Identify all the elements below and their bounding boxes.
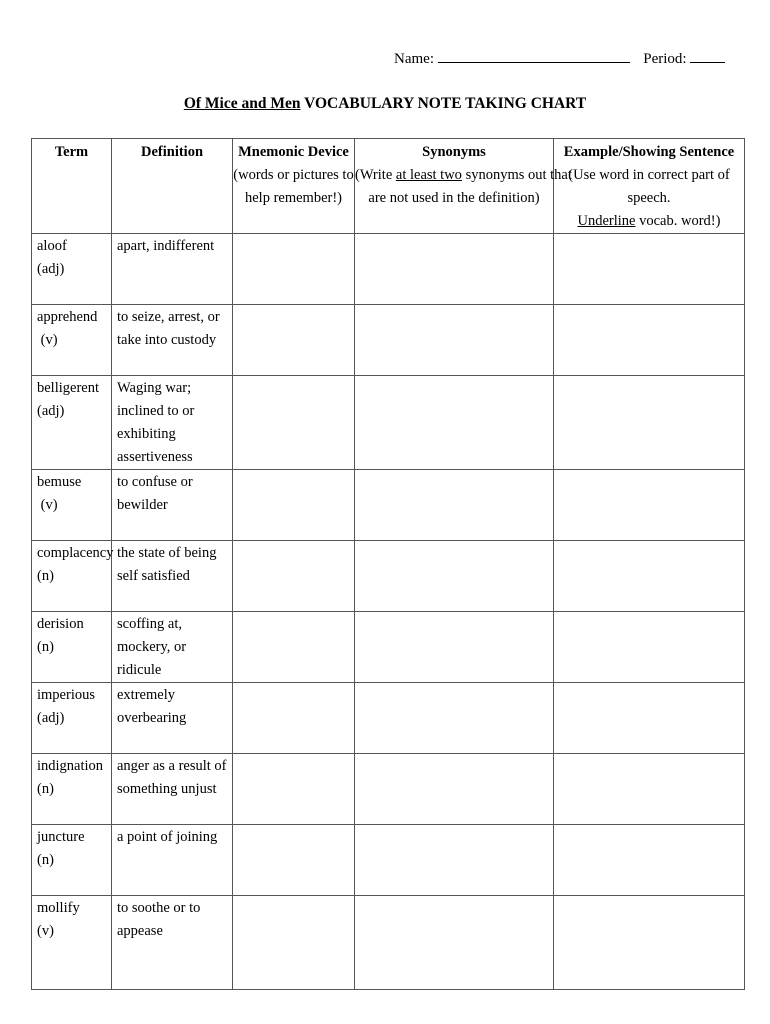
- col-synonyms: [355, 139, 572, 234]
- term-cell: [32, 305, 112, 376]
- col-example-title: Example/Showing Sentence: [563, 144, 735, 160]
- synonyms-cell[interactable]: [355, 305, 554, 376]
- synonyms-cell[interactable]: [355, 825, 554, 896]
- term-pos: (v): [37, 923, 54, 939]
- table-row: [32, 541, 745, 612]
- term-pos: (n): [37, 568, 54, 584]
- title-rest: VOCABULARY NOTE TAKING CHART: [300, 95, 587, 112]
- definition-cell: anger as a result of something unjust: [112, 754, 233, 825]
- synonyms-cell[interactable]: [355, 683, 554, 754]
- term-pos: (n): [37, 639, 54, 655]
- term-word: bemuse: [37, 474, 82, 490]
- definition-cell: to soothe or to appease: [112, 896, 233, 990]
- term-word: mollify: [37, 900, 80, 916]
- term-pos: (n): [37, 781, 54, 797]
- col-synonyms-sub2: are not used in the definition): [368, 190, 540, 206]
- example-cell[interactable]: [554, 683, 745, 754]
- term-word: belligerent: [37, 380, 100, 396]
- mnemonic-cell[interactable]: [233, 825, 355, 896]
- name-blank[interactable]: [438, 48, 630, 63]
- term-cell: [32, 896, 112, 990]
- col-example-sub2u: Underline: [577, 213, 636, 229]
- synonyms-cell[interactable]: [355, 541, 554, 612]
- example-cell[interactable]: [554, 896, 745, 990]
- definition-cell: apart, indifferent: [112, 234, 233, 305]
- definition-cell: scoffing at, mockery, or ridicule: [112, 612, 233, 683]
- synonyms-cell[interactable]: [355, 612, 554, 683]
- definition-cell: to confuse or bewilder: [112, 470, 233, 541]
- term-pos: (adj): [37, 710, 65, 726]
- synonyms-cell[interactable]: [355, 376, 554, 470]
- term-cell: [32, 825, 112, 896]
- term-word: indignation: [37, 758, 104, 774]
- example-cell[interactable]: [554, 541, 745, 612]
- mnemonic-cell[interactable]: [233, 683, 355, 754]
- table-row: [32, 234, 745, 305]
- example-cell[interactable]: [554, 825, 745, 896]
- term-word: imperious: [37, 687, 95, 703]
- term-pos: (v): [37, 497, 58, 513]
- mnemonic-cell[interactable]: [233, 234, 355, 305]
- table-row: [32, 754, 745, 825]
- term-cell: [32, 541, 112, 612]
- definition-cell: to seize, arrest, or take into custody: [112, 305, 233, 376]
- synonyms-cell[interactable]: [355, 470, 554, 541]
- term-cell: [32, 376, 112, 470]
- example-cell[interactable]: [554, 754, 745, 825]
- period-label: Period:: [643, 51, 687, 67]
- name-period-line: [394, 48, 725, 68]
- mnemonic-cell[interactable]: [233, 612, 355, 683]
- term-word: complacency: [37, 545, 114, 561]
- col-mnemonic-title: Mnemonic Device: [238, 144, 349, 160]
- definition-cell: Waging war; inclined to or exhibiting assertiveness: [112, 376, 233, 470]
- table-row: [32, 896, 745, 990]
- col-example: [554, 139, 745, 234]
- mnemonic-cell[interactable]: [233, 305, 355, 376]
- col-definition-title: Definition: [140, 144, 204, 160]
- col-example-sub2: [554, 210, 744, 233]
- col-synonyms-title: Synonyms: [422, 144, 486, 160]
- term-pos: (v): [37, 332, 58, 348]
- col-mnemonic-sub1: (words or pictures to: [233, 167, 354, 183]
- term-pos: (n): [37, 852, 54, 868]
- vocabulary-table: [31, 138, 745, 990]
- example-cell[interactable]: [554, 470, 745, 541]
- col-definition: [112, 139, 233, 234]
- table-row: [32, 376, 745, 470]
- term-cell: [32, 612, 112, 683]
- table-row: [32, 470, 745, 541]
- mnemonic-cell[interactable]: [233, 541, 355, 612]
- definition-cell: a point of joining: [112, 825, 233, 896]
- table-row: [32, 683, 745, 754]
- term-pos: (adj): [37, 403, 65, 419]
- example-cell[interactable]: [554, 612, 745, 683]
- term-cell: [32, 470, 112, 541]
- col-example-sub2b: vocab. word!): [635, 213, 721, 229]
- example-cell[interactable]: [554, 234, 745, 305]
- period-blank[interactable]: [690, 48, 725, 63]
- term-pos: (adj): [37, 261, 65, 277]
- example-cell[interactable]: [554, 376, 745, 470]
- table-row: [32, 612, 745, 683]
- title-work: Of Mice and Men: [183, 95, 301, 112]
- col-example-sub1: (Use word in correct part of speech.: [568, 167, 730, 206]
- page-title: [0, 95, 770, 113]
- synonyms-cell[interactable]: [355, 234, 554, 305]
- synonyms-cell[interactable]: [355, 754, 554, 825]
- mnemonic-cell[interactable]: [233, 470, 355, 541]
- example-cell[interactable]: [554, 305, 745, 376]
- term-word: derision: [37, 616, 84, 632]
- definition-cell: the state of being self satisfied: [112, 541, 233, 612]
- col-synonyms-sub1b: synonyms out that: [461, 167, 572, 183]
- table-header-row: [32, 139, 745, 234]
- term-word: juncture: [37, 829, 85, 845]
- col-term-title: Term: [54, 144, 89, 160]
- mnemonic-cell[interactable]: [233, 376, 355, 470]
- term-cell: [32, 754, 112, 825]
- term-cell: [32, 683, 112, 754]
- table-row: [32, 305, 745, 376]
- mnemonic-cell[interactable]: [233, 896, 355, 990]
- col-mnemonic-sub2: help remember!): [244, 190, 343, 206]
- term-word: apprehend: [37, 309, 98, 325]
- col-synonyms-sub1: [355, 164, 572, 187]
- col-mnemonic: [233, 139, 355, 234]
- table-row: [32, 825, 745, 896]
- mnemonic-cell[interactable]: [233, 754, 355, 825]
- term-word: aloof: [37, 238, 67, 254]
- col-term: [32, 139, 112, 234]
- col-synonyms-sub1a: (Write: [355, 167, 396, 183]
- synonyms-cell[interactable]: [355, 896, 554, 990]
- col-synonyms-sub1u: at least two: [395, 167, 462, 183]
- name-label: Name:: [394, 51, 434, 67]
- term-cell: [32, 234, 112, 305]
- definition-cell: extremely overbearing: [112, 683, 233, 754]
